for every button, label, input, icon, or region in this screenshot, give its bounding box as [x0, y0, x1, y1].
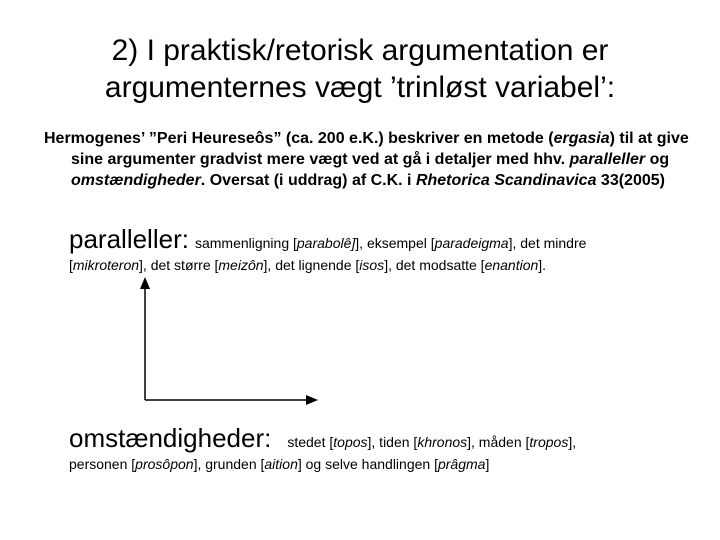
intro-text-3: og	[645, 151, 670, 168]
omst-term-khronos: khronos	[417, 434, 468, 450]
par-text-2: ], eksempel [	[355, 235, 435, 251]
intro-journal-title: Rhetorica Scandinavica	[415, 172, 597, 189]
par-text-4: [	[69, 257, 73, 273]
omst-text-7: ] og selve handlingen [	[297, 456, 438, 472]
paralleller-heading: paralleller:	[69, 224, 189, 254]
par-text-5: ], det større [	[139, 257, 219, 273]
intro-text-2: ) til at give sine argumenter gradvist mere vægt ved at gå i detaljer med hhv.	[71, 130, 689, 168]
par-text-3: ], det mindre	[508, 235, 587, 251]
omst-text-5: personen [	[69, 456, 136, 472]
omstaendigheder-line-2	[69, 453, 709, 475]
intro-term-omstaendigheder: omstændigheder	[71, 172, 201, 189]
omst-term-tropos: tropos	[529, 434, 569, 450]
intro-text-4: . Oversat (i uddrag) af C.K. i	[200, 172, 416, 189]
par-term-enantion: enantion	[484, 257, 539, 273]
intro-text-1: Hermogenes’ ”Peri Heureseôs” (ca. 200 e.K.) beskriver en metode (	[44, 130, 554, 147]
intro-term-ergasia: ergasia	[553, 130, 610, 147]
omstaendigheder-section	[69, 421, 709, 475]
omst-text-3: ], måden [	[467, 434, 530, 450]
par-text-7: ], det modsatte [	[384, 257, 485, 273]
omst-term-aition: aition	[264, 456, 298, 472]
par-term-isos: isos	[359, 257, 385, 273]
horizontal-axis-arrowhead	[306, 395, 318, 405]
omst-term-topos: topos	[333, 434, 368, 450]
title-line-1: 2) I praktisk/retorisk argumentation er	[111, 34, 609, 67]
intro-text-5: 33(2005)	[596, 172, 665, 189]
par-term-meizon: meizôn	[218, 257, 264, 273]
par-text-6: ], det lignende [	[263, 257, 360, 273]
omst-text-2: ], tiden [	[367, 434, 418, 450]
intro-term-paralleller: paralleller	[569, 151, 646, 168]
omst-text-1: stedet [	[287, 434, 334, 450]
vertical-axis-arrowhead	[140, 277, 150, 289]
par-term-parabole: parabolê]	[296, 235, 356, 251]
omst-text-6: ], grunden [	[193, 456, 265, 472]
omst-term-prosopon: prosôpon	[135, 456, 194, 472]
par-term-paradeigma: paradeigma	[434, 235, 509, 251]
title-line-2: argumenternes vægt ’trinløst variabel’:	[104, 71, 616, 104]
omst-text-8: ]	[485, 456, 490, 472]
omst-text-4: ],	[568, 434, 577, 450]
par-text-8: ].	[538, 257, 547, 273]
omst-term-pragma: prâgma	[437, 456, 486, 472]
par-text-1: sammenligning [	[194, 235, 297, 251]
omstaendigheder-heading: omstændigheder:	[69, 423, 272, 453]
par-term-mikroteron: mikroteron	[72, 257, 140, 273]
